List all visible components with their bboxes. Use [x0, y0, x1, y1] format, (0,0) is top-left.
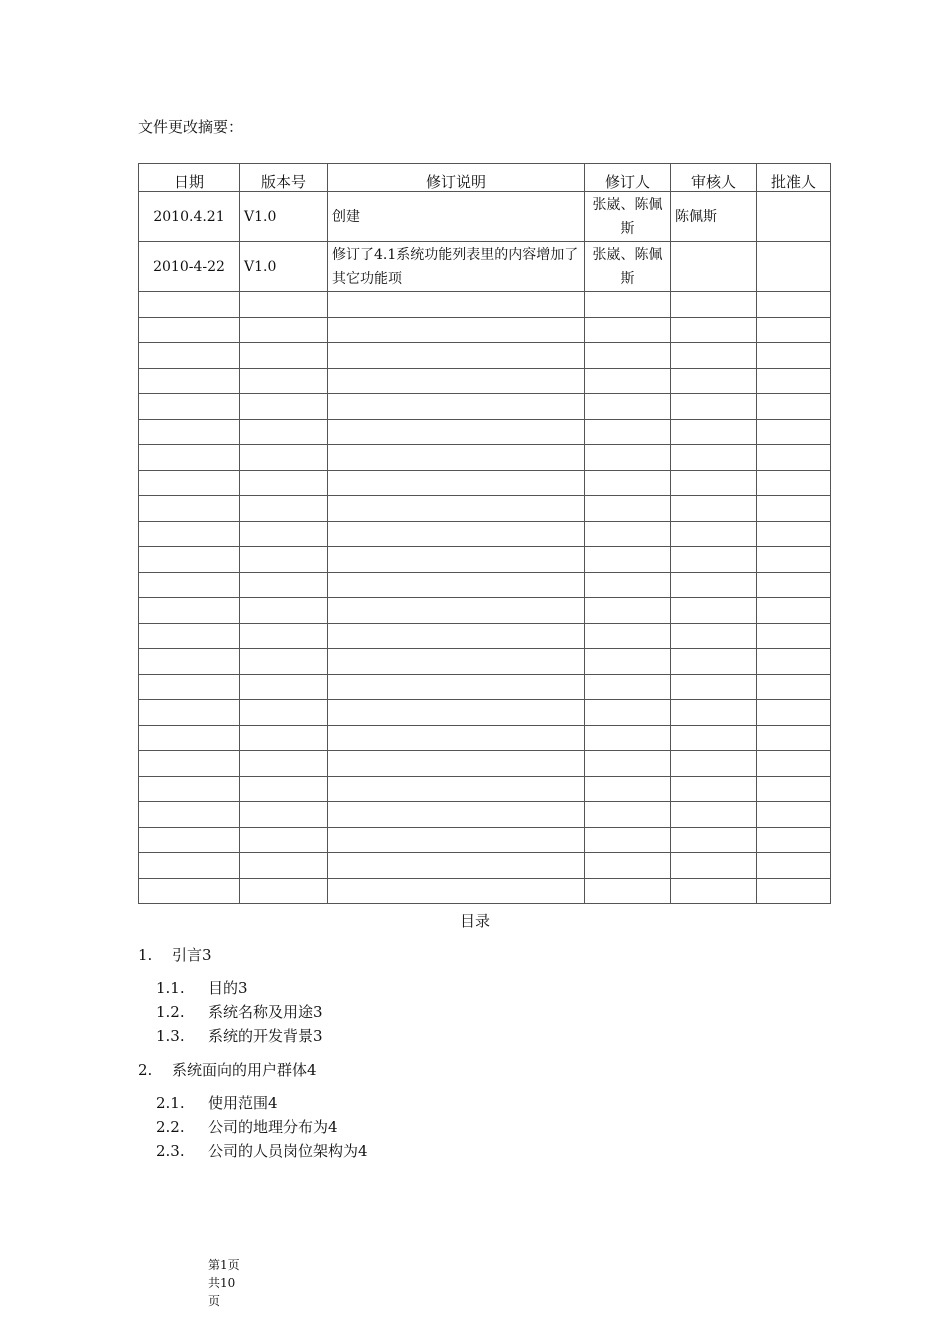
toc-item-text: 公司的人员岗位架构为4 — [208, 1142, 368, 1160]
toc-item-number: 2.2. — [156, 1118, 185, 1136]
toc-item-number: 2.3. — [156, 1142, 185, 1160]
toc-item-1-3[interactable] — [156, 1025, 323, 1046]
empty-cell — [757, 572, 831, 598]
empty-cell — [585, 802, 671, 828]
empty-cell — [139, 419, 240, 445]
empty-cell — [328, 419, 585, 445]
empty-rows — [139, 292, 831, 904]
empty-cell — [585, 725, 671, 751]
empty-cell — [671, 419, 757, 445]
empty-cell — [671, 368, 757, 394]
header-description: 修订说明 — [328, 164, 585, 192]
empty-cell — [757, 776, 831, 802]
empty-cell — [585, 751, 671, 777]
cell-version: V1.0 — [240, 192, 328, 242]
empty-cell — [139, 700, 240, 726]
toc-item-2-1[interactable] — [156, 1092, 278, 1113]
toc-item-text: 系统名称及用途3 — [208, 1003, 323, 1021]
header-reviser: 修订人 — [585, 164, 671, 192]
toc-item-text: 目的3 — [208, 979, 248, 997]
empty-table-row — [139, 317, 831, 343]
empty-cell — [328, 725, 585, 751]
empty-cell — [757, 445, 831, 471]
empty-cell — [240, 802, 328, 828]
toc-item-1-1[interactable] — [156, 977, 248, 998]
toc-item-number: 1. — [138, 946, 153, 964]
empty-cell — [757, 878, 831, 904]
empty-cell — [757, 547, 831, 573]
empty-cell — [328, 827, 585, 853]
empty-cell — [671, 853, 757, 879]
empty-table-row — [139, 776, 831, 802]
empty-cell — [240, 572, 328, 598]
empty-cell — [139, 470, 240, 496]
empty-table-row — [139, 343, 831, 369]
empty-cell — [585, 827, 671, 853]
empty-cell — [328, 470, 585, 496]
empty-cell — [585, 623, 671, 649]
empty-cell — [757, 674, 831, 700]
empty-cell — [671, 776, 757, 802]
footer-page-unit: 页 — [208, 1294, 221, 1308]
cell-reviser: 张崴、陈佩斯 — [585, 192, 671, 242]
empty-cell — [585, 878, 671, 904]
empty-table-row — [139, 368, 831, 394]
empty-cell — [240, 649, 328, 675]
empty-table-row — [139, 598, 831, 624]
empty-cell — [240, 343, 328, 369]
empty-cell — [240, 496, 328, 522]
toc-item-text: 引言3 — [172, 946, 212, 964]
empty-cell — [671, 623, 757, 649]
empty-cell — [757, 827, 831, 853]
empty-table-row — [139, 725, 831, 751]
empty-cell — [757, 751, 831, 777]
toc-item-2-3[interactable] — [156, 1140, 368, 1161]
cell-description: 修订了4.1系统功能列表里的内容增加了其它功能项 — [328, 242, 585, 292]
empty-cell — [585, 445, 671, 471]
toc-item-text: 公司的地理分布为4 — [208, 1118, 338, 1136]
empty-cell — [671, 292, 757, 318]
empty-cell — [328, 598, 585, 624]
cell-approver — [757, 192, 831, 242]
empty-cell — [671, 343, 757, 369]
empty-cell — [671, 572, 757, 598]
empty-cell — [757, 292, 831, 318]
empty-table-row — [139, 445, 831, 471]
empty-cell — [328, 751, 585, 777]
empty-cell — [585, 419, 671, 445]
empty-table-row — [139, 572, 831, 598]
empty-cell — [139, 343, 240, 369]
empty-table-row — [139, 674, 831, 700]
empty-cell — [585, 394, 671, 420]
toc-item-number: 2. — [138, 1061, 153, 1079]
empty-cell — [671, 725, 757, 751]
empty-table-row — [139, 292, 831, 318]
empty-table-row — [139, 496, 831, 522]
empty-cell — [139, 827, 240, 853]
empty-cell — [139, 598, 240, 624]
empty-cell — [139, 496, 240, 522]
empty-cell — [240, 419, 328, 445]
empty-cell — [139, 751, 240, 777]
empty-table-row — [139, 649, 831, 675]
empty-table-row — [139, 547, 831, 573]
empty-cell — [757, 521, 831, 547]
toc-item-number: 1.3. — [156, 1027, 185, 1045]
empty-table-row — [139, 853, 831, 879]
empty-cell — [328, 674, 585, 700]
empty-cell — [585, 292, 671, 318]
toc-title: 目录 — [459, 912, 490, 930]
cell-auditor: 陈佩斯 — [671, 192, 757, 242]
empty-cell — [240, 623, 328, 649]
empty-cell — [328, 343, 585, 369]
toc-item-text: 系统的开发背景3 — [208, 1027, 323, 1045]
empty-cell — [671, 878, 757, 904]
empty-cell — [585, 776, 671, 802]
toc-item-2-2[interactable] — [156, 1116, 338, 1137]
cell-description: 创建 — [328, 192, 585, 242]
empty-cell — [139, 317, 240, 343]
empty-cell — [328, 776, 585, 802]
empty-cell — [671, 700, 757, 726]
empty-cell — [671, 802, 757, 828]
empty-cell — [671, 547, 757, 573]
empty-table-row — [139, 521, 831, 547]
empty-cell — [671, 496, 757, 522]
empty-cell — [757, 394, 831, 420]
empty-cell — [240, 521, 328, 547]
empty-cell — [139, 802, 240, 828]
empty-cell — [240, 674, 328, 700]
empty-cell — [757, 802, 831, 828]
empty-cell — [671, 521, 757, 547]
empty-cell — [671, 445, 757, 471]
header-auditor: 审核人 — [671, 164, 757, 192]
empty-cell — [139, 853, 240, 879]
toc-item-number: 2.1. — [156, 1094, 185, 1112]
footer-total-pages: 共10 — [208, 1276, 236, 1290]
empty-cell — [757, 496, 831, 522]
empty-table-row — [139, 827, 831, 853]
page-footer — [208, 1256, 268, 1310]
empty-cell — [585, 853, 671, 879]
empty-cell — [139, 649, 240, 675]
empty-cell — [757, 598, 831, 624]
empty-cell — [240, 751, 328, 777]
cell-date: 2010-4-22 — [139, 242, 240, 292]
empty-cell — [139, 878, 240, 904]
header-approver: 批准人 — [757, 164, 831, 192]
empty-cell — [671, 394, 757, 420]
empty-cell — [240, 725, 328, 751]
empty-cell — [757, 343, 831, 369]
empty-table-row — [139, 751, 831, 777]
empty-cell — [757, 317, 831, 343]
empty-cell — [139, 292, 240, 318]
empty-cell — [585, 368, 671, 394]
toc-item-text: 系统面向的用户群体4 — [172, 1061, 317, 1079]
empty-cell — [328, 547, 585, 573]
empty-cell — [585, 674, 671, 700]
empty-cell — [240, 878, 328, 904]
empty-cell — [328, 521, 585, 547]
toc-item-1-2[interactable] — [156, 1001, 323, 1022]
table-row — [139, 192, 831, 242]
empty-cell — [139, 776, 240, 802]
toc-item-text: 使用范围4 — [208, 1094, 278, 1112]
empty-cell — [671, 470, 757, 496]
empty-cell — [328, 649, 585, 675]
cell-auditor — [671, 242, 757, 292]
empty-cell — [328, 623, 585, 649]
empty-cell — [757, 419, 831, 445]
table-row — [139, 242, 831, 292]
toc-item-number: 1.1. — [156, 979, 185, 997]
empty-cell — [328, 572, 585, 598]
empty-cell — [139, 623, 240, 649]
empty-cell — [328, 368, 585, 394]
toc-item-2[interactable] — [138, 1059, 317, 1080]
empty-cell — [240, 292, 328, 318]
empty-cell — [585, 649, 671, 675]
empty-cell — [139, 674, 240, 700]
revision-table — [138, 163, 831, 904]
empty-cell — [328, 700, 585, 726]
empty-table-row — [139, 802, 831, 828]
empty-cell — [240, 470, 328, 496]
empty-table-row — [139, 394, 831, 420]
empty-cell — [585, 521, 671, 547]
empty-cell — [328, 802, 585, 828]
empty-table-row — [139, 470, 831, 496]
toc-item-number: 1.2. — [156, 1003, 185, 1021]
empty-cell — [671, 649, 757, 675]
empty-table-row — [139, 700, 831, 726]
empty-cell — [757, 649, 831, 675]
empty-cell — [139, 521, 240, 547]
empty-cell — [585, 598, 671, 624]
empty-cell — [240, 394, 328, 420]
empty-cell — [240, 776, 328, 802]
empty-cell — [139, 368, 240, 394]
empty-cell — [585, 470, 671, 496]
cell-approver — [757, 242, 831, 292]
empty-cell — [240, 445, 328, 471]
empty-cell — [328, 394, 585, 420]
empty-cell — [240, 827, 328, 853]
empty-cell — [240, 853, 328, 879]
empty-cell — [585, 496, 671, 522]
empty-cell — [328, 317, 585, 343]
empty-cell — [240, 700, 328, 726]
empty-cell — [328, 445, 585, 471]
empty-cell — [240, 368, 328, 394]
empty-cell — [240, 547, 328, 573]
empty-cell — [757, 700, 831, 726]
cell-reviser: 张崴、陈佩斯 — [585, 242, 671, 292]
empty-table-row — [139, 419, 831, 445]
empty-cell — [585, 547, 671, 573]
empty-cell — [139, 394, 240, 420]
empty-cell — [671, 674, 757, 700]
empty-cell — [328, 496, 585, 522]
toc-item-1[interactable] — [138, 944, 212, 965]
empty-cell — [757, 368, 831, 394]
header-date: 日期 — [139, 164, 240, 192]
empty-cell — [139, 547, 240, 573]
table-header-row — [139, 164, 831, 192]
footer-page-number: 第1页 — [208, 1258, 240, 1272]
empty-cell — [240, 598, 328, 624]
empty-cell — [757, 853, 831, 879]
empty-cell — [671, 751, 757, 777]
cell-date: 2010.4.21 — [139, 192, 240, 242]
empty-cell — [139, 572, 240, 598]
empty-cell — [328, 853, 585, 879]
empty-cell — [585, 700, 671, 726]
cell-version: V1.0 — [240, 242, 328, 292]
empty-cell — [671, 598, 757, 624]
empty-cell — [139, 445, 240, 471]
summary-title: 文件更改摘要： — [138, 118, 244, 136]
empty-cell — [328, 878, 585, 904]
empty-table-row — [139, 623, 831, 649]
empty-cell — [240, 317, 328, 343]
empty-cell — [328, 292, 585, 318]
empty-cell — [671, 317, 757, 343]
empty-cell — [757, 470, 831, 496]
empty-cell — [585, 572, 671, 598]
empty-cell — [585, 343, 671, 369]
empty-cell — [139, 725, 240, 751]
empty-table-row — [139, 878, 831, 904]
header-version: 版本号 — [240, 164, 328, 192]
empty-cell — [671, 827, 757, 853]
empty-cell — [585, 317, 671, 343]
empty-cell — [757, 623, 831, 649]
empty-cell — [757, 725, 831, 751]
